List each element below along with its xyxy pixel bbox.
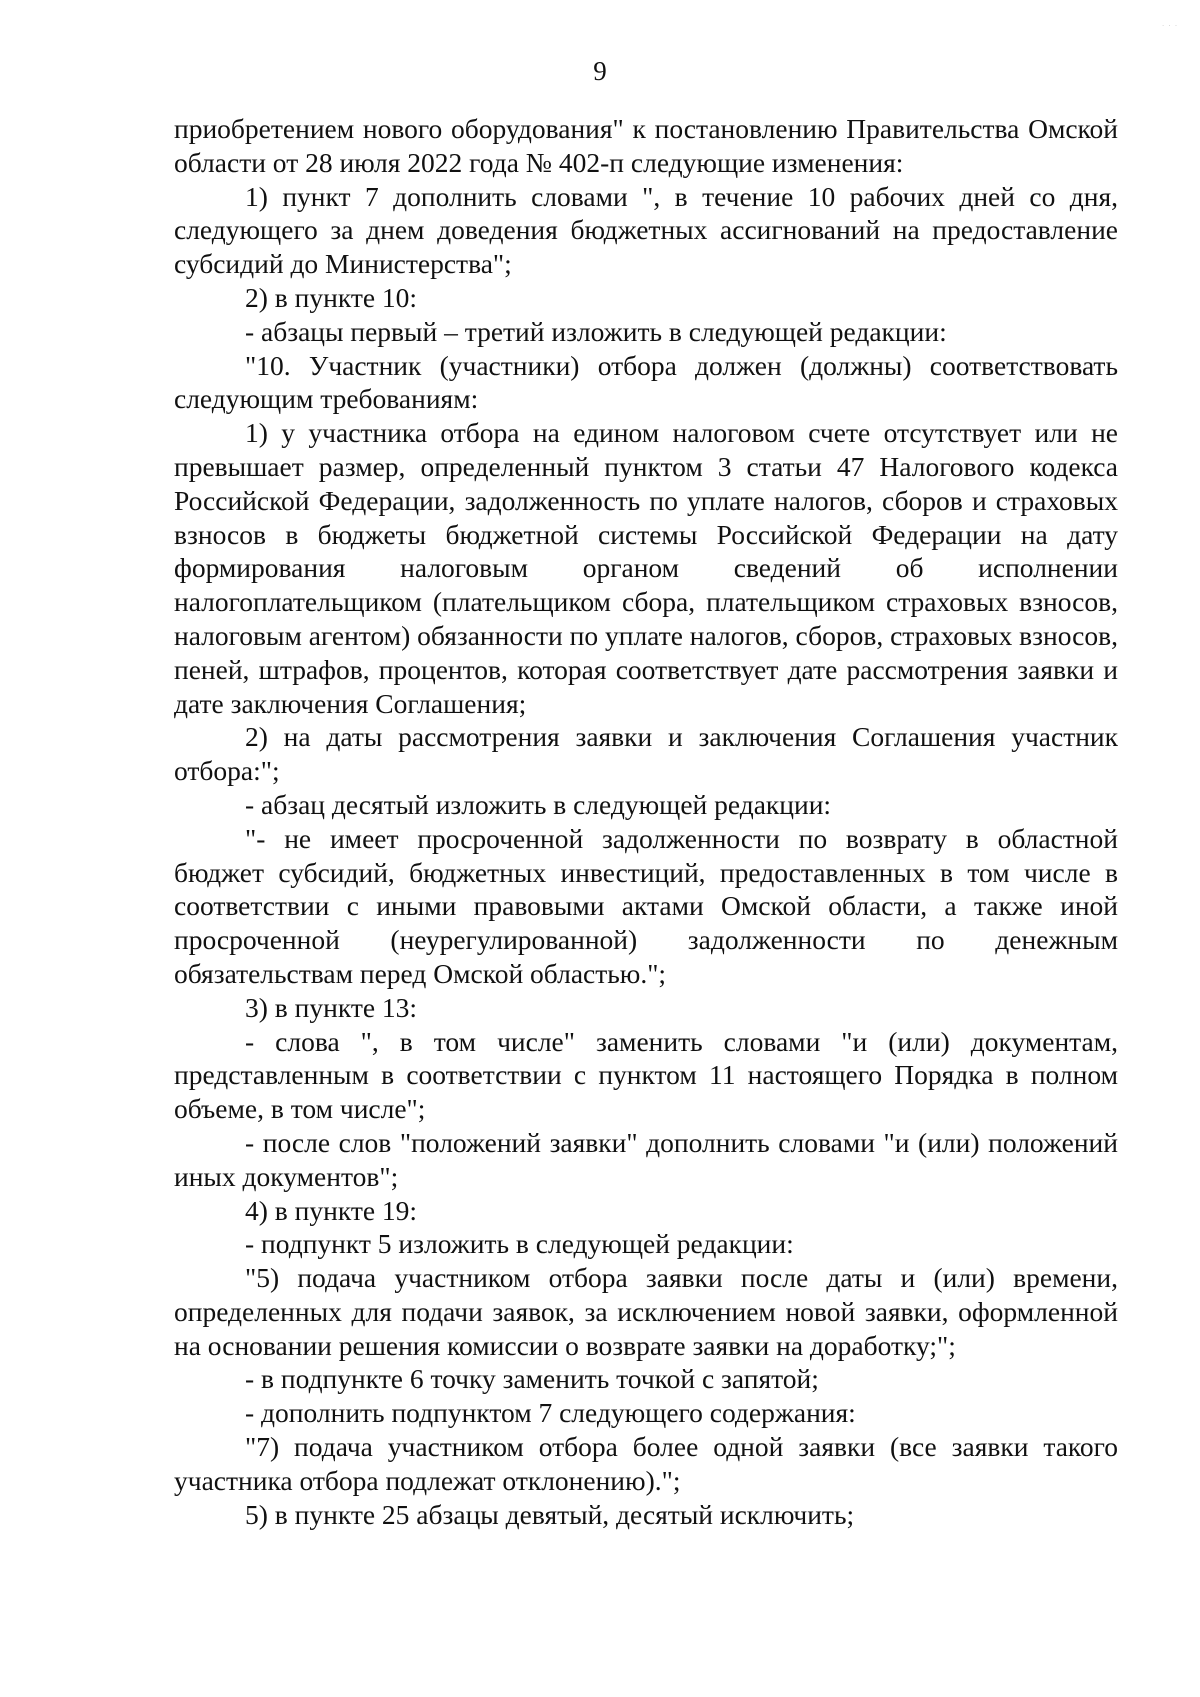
paragraph-quote-requirement-2: 2) на даты рассмотрения заявки и заключения Соглашения участник отбора:"; (174, 721, 1118, 787)
paragraph-subitem-abzac-10: - абзац десятый изложить в следующей редакции: (245, 788, 832, 820)
paragraph-1-continuation: приобретением нового оборудования" к постановлению Правительства Омской области от 28 июля 2022 года № 402-п следующие изменения: (174, 113, 1118, 178)
paragraph-subitem-abzacy-1-3: - абзацы первый – третий изложить в следующей редакции: (245, 315, 947, 347)
document-body (174, 112, 1118, 1531)
paragraph-subitem-subpoint-5: - подпункт 5 изложить в следующей редакции: (245, 1228, 794, 1260)
paragraph-item-2-point-10: 2) в пункте 10: (245, 281, 418, 313)
paragraph-subitem-replace-words: - слова ", в том числе" заменить словами "и (или) документам, представленным в соответствии с пунктом 11 настоящего Порядка в полном объеме, в том числе"; (174, 1025, 1118, 1125)
paragraph-quote-subpoint-7: "7) подача участником отбора более одной заявки (все заявки такого участника отбора подлежат отклонению)."; (174, 1431, 1118, 1496)
scan-corner-mark: · · · (1162, 22, 1179, 30)
paragraph-quote-requirement-1: 1) у участника отбора на едином налоговом счете отсутствует или не превышает размер, определенный пунктом 3 статьи 47 Налогового кодекса Российской Федерации, задолженность по уплате налогов, сборов и страховых взносов в бюджеты бюджетной системы Российской Федерации на дату формирования налоговым органом сведений об исполнении налогоплательщиком (плательщиком сбора, плательщиком страховых взносов, налоговым агентом) обязанности по уплате налогов, сборов, страховых взносов, пеней, штрафов, процентов, которая соответствует дате рассмотрения заявки и дате заключения Соглашения; (174, 417, 1118, 719)
page-number: 9 (593, 56, 607, 86)
paragraph-quote-no-debt: "- не имеет просроченной задолженности по возврату в областной бюджет субсидий, бюджетных инвестиций, предоставленных в том числе в соответствии с иными правовыми актами Омской области, а также иной просроченной (неурегулированной) задолженности по денежным обязательствам перед Омской областью."; (174, 822, 1118, 989)
paragraph-quote-10: "10. Участник (участники) отбора должен (должны) соответствовать следующим требованиям: (174, 349, 1118, 415)
paragraph-quote-subpoint-5: "5) подача участником отбора заявки после даты и (или) времени, определенных для подачи заявок, за исключением новой заявки, оформленной на основании решения комиссии о возврате заявки на доработку;"; (174, 1262, 1118, 1361)
paragraph-item-5-point-25: 5) в пункте 25 абзацы девятый, десятый исключить; (245, 1498, 855, 1530)
paragraph-item-4-point-19: 4) в пункте 19: (245, 1194, 418, 1226)
paragraph-subitem-add-subpoint-7: - дополнить подпунктом 7 следующего содержания: (245, 1397, 856, 1429)
paragraph-subitem-subpoint-6: - в подпункте 6 точку заменить точкой с запятой; (245, 1363, 819, 1395)
paragraph-subitem-add-words: - после слов "положений заявки" дополнить словами "и (или) положений иных документов"; (174, 1126, 1118, 1192)
paragraph-item-3-point-13: 3) в пункте 13: (245, 991, 418, 1023)
paragraph-item-1-point-7: 1) пункт 7 дополнить словами ", в течение 10 рабочих дней со дня, следующего за днем доведения бюджетных ассигнований на предоставление субсидий до Министерства"; (174, 180, 1118, 280)
